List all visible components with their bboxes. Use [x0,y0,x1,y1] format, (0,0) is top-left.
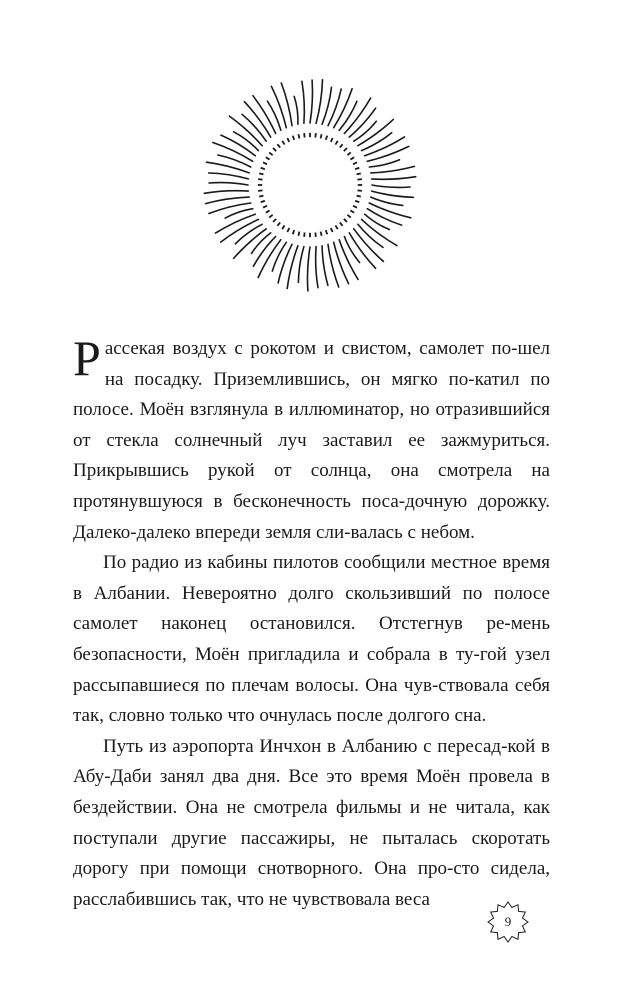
sun-ring-dash [287,138,291,143]
sun-ring-dash [265,156,270,160]
sun-ray [294,96,298,124]
page-number: 9 [504,914,512,929]
sun-ring-dash [347,152,352,156]
sun-ring-dash [265,210,270,214]
sun-ring-dash [350,210,355,214]
sun-ring-dash [259,173,264,176]
sun-ring-dash [269,152,274,156]
sun-ring-dash [260,167,265,170]
sun-ring-dash [350,156,355,160]
sun-ray [328,244,339,287]
sun-ring-dash [281,140,285,145]
sun-ring-dash [357,189,362,191]
sun-ray [298,247,304,283]
sun-ray [252,233,271,254]
sun-ray [209,173,249,179]
sun-ring-dash [287,228,291,233]
sun-ray [344,98,370,133]
sun-ring-dash [343,218,347,222]
sun-ray [367,146,408,161]
paragraph-3: Путь из аэропорта Инчхон в Албанию с пересад-кой в Абу-Даби занял два дня. Все это время Моён провела в бездействии. Она не смотрела фильмы и не читала, как поступали другие пассажиры, не пыталась скоротать дорогу при помощи снотворного. Она про-сто сидела, расслабившись так, что не чувствовала веса [73,735,550,910]
body-text [73,330,550,915]
sun-ring-dash [277,144,281,149]
sun-ring-dash [357,178,362,180]
sun-ring-dash [320,231,323,236]
sun-ring-dash [281,225,285,230]
sun-ring-dash [263,162,268,166]
sun-ray [369,160,399,167]
paragraph-1: ассекая воздух с рокотом и свистом, самолет по-шел на посадку. Приземлившись, он мягко по-катил по полосе. Моён взглянула в иллюминатор, но отразившийся от стекла солнечный луч заставил ее зажмуриться. Прикрывшись рукой от солнца, она смотрела на протянувшуюся в бесконечность поса-дочную дорожку. Далеко-далеко впереди земля сли-валась с небом. [73,338,550,543]
sun-ring-dash [258,178,263,180]
sun-ring-dash [272,218,276,222]
sun-ray [209,183,248,185]
sun-ring-dash [309,233,311,237]
sun-ring-dash [330,228,334,233]
sun-ray [302,81,304,123]
sun-ray [307,247,310,291]
sun-ray [322,87,331,124]
sun-ring-dash [292,230,295,235]
sun-ray [204,191,248,194]
sun-ring-dash [314,133,316,138]
sun-icon [200,75,420,295]
sun-ray [371,197,403,205]
sun-ring-dash [325,135,328,140]
sun-ring-dash [303,232,305,237]
sun-ray [365,214,390,229]
sun-ring-dash [330,138,334,143]
sun-ring-dash [292,135,295,140]
sun-ring-dash [335,225,339,230]
sun-ray [206,197,250,204]
sun-ray [316,80,322,124]
sun-ring-dash [263,205,268,209]
sun-ray [334,89,352,128]
sun-ring-dash [260,200,265,203]
sun-ring-dash [314,232,316,237]
sun-ring-dash [356,195,361,198]
sun-ring-dash [356,173,361,176]
drop-cap: Р [73,330,101,386]
sun-ray [372,191,414,197]
sun-ring-dash [355,167,360,170]
sun-ray [278,244,292,283]
sun-ring-dash [258,184,262,186]
sun-ring-dash [355,200,360,203]
sun-ring-dash [339,144,343,149]
sun-ring-dash [358,184,362,186]
sun-ring-dash [298,231,301,236]
sun-ring-dash [335,140,339,145]
sun-ring-dash [353,205,358,209]
sun-ray [310,80,313,123]
sun-ray [272,242,286,271]
sun-ring-dash [259,195,264,198]
sun-ray [371,166,415,173]
sun-ray [367,209,401,225]
sun-ring-dash [347,214,352,218]
sun-ring-dash [343,147,347,151]
sun-ray [234,132,259,151]
sun-ray [369,203,411,218]
sun-ray [362,219,397,245]
sun-ring-dash [353,162,358,166]
sun-ring-dash [325,230,328,235]
paragraph-2: По радио из кабины пилотов сообщили местное время в Албании. Невероятно долго скользивший по полосе самолет наконец остановился. Отстегнув ре-мень безопасности, Моён пригладила и собрала в ту-гой узел рассыпавшиеся по плечам волосы. Она чув-ствовала себя так, словно только что очнулась после долгого сна. [73,552,550,727]
sun-ring-dash [258,189,263,191]
sun-ray [372,185,410,187]
sun-ray [316,247,318,288]
sun-ring-dash [339,222,343,227]
sun-ring-dash [272,147,276,151]
sun-ray [372,177,416,180]
sun-ray [354,121,377,141]
sun-ring-dash [269,214,274,218]
sun-ray [209,203,251,214]
page-number-badge [486,900,530,944]
sun-ring-dash [320,134,323,139]
sun-ray [281,83,292,126]
sun-ring-dash [303,133,305,138]
sun-ray [362,133,392,151]
sun-ray [322,246,328,286]
sun-ray [339,101,357,130]
sun-ring-dash [277,222,281,227]
sun-ring-dash [309,133,311,137]
sun-ring-dash [298,134,301,139]
